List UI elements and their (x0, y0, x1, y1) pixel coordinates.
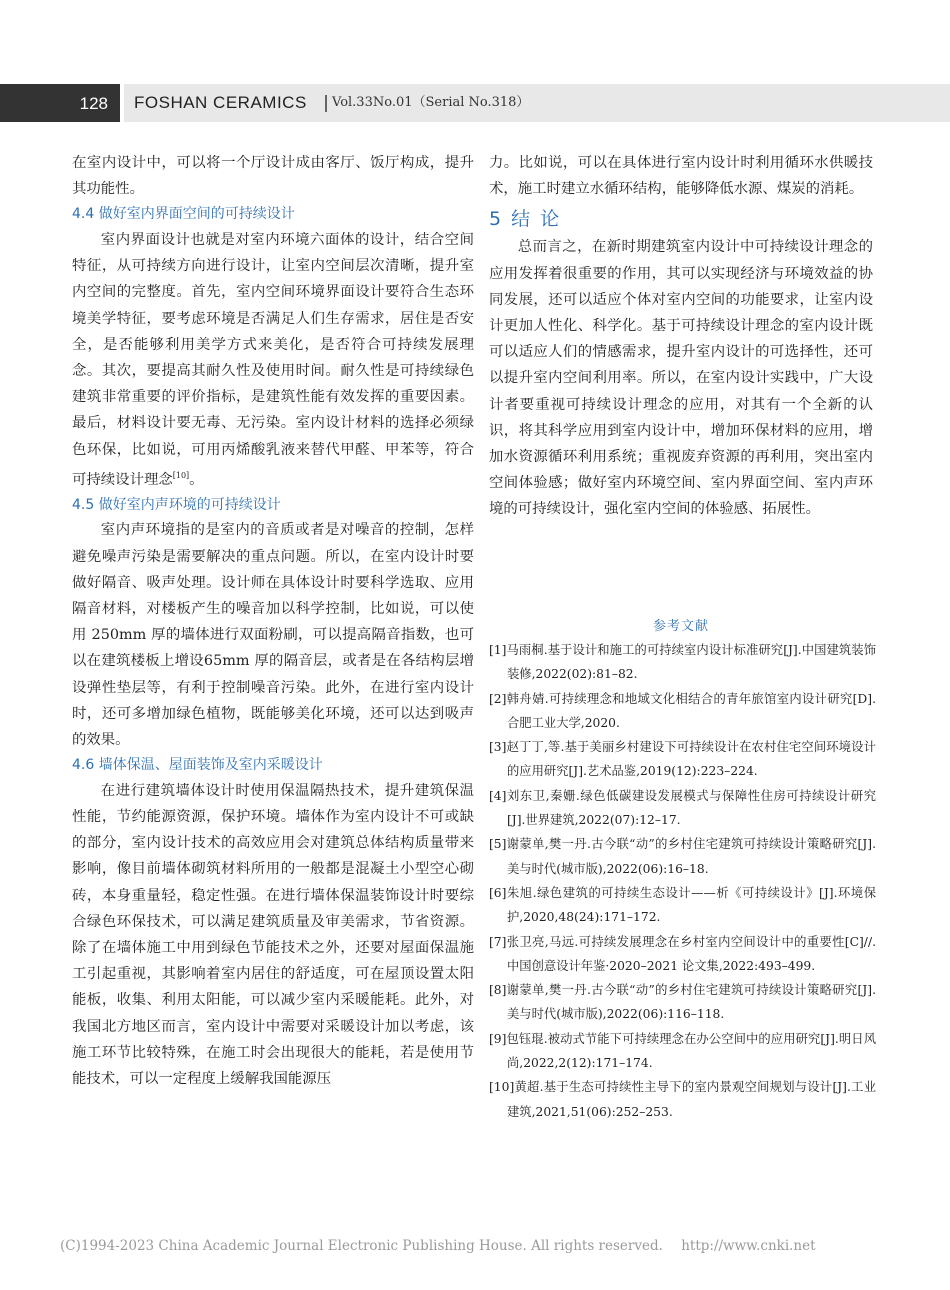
section-4-4-text: 室内界面设计也就是对室内环境六面体的设计，结合空间特征，从可持续方向进行设计，让室内空间层次清晰，提升室内空间的完整度。首先，室内空间环境界面设计要符合生态环境美学特征，要考虑环境是否满足人们生存需求，居住是否安全，是否能够利用美学方式来美化，是否符合可持续发展理念。其次，要提高其耐久性及使用时间。耐久性是可持续绿色建筑非常重要的评价指标，是建筑性能有效发挥的重要因素。最后，材料设计要无毒、无污染。室内设计材料的选择必须绿色环保，比如说，可用丙烯酸乳液来替代甲醛、甲苯等，符合可持续设计理念 (72, 232, 474, 488)
section-5-heading: 5 结 论 (489, 208, 562, 231)
left-column (72, 150, 474, 1092)
reference-item: [6]朱旭.绿色建筑的可持续生态设计——析《可持续设计》[J].环境保护,2020,48(24):171–172. (489, 885, 876, 925)
reference-item: [5]谢蒙单,樊一丹.古今联“动”的乡村住宅建筑可持续设计策略研究[J].美与时代(城市版),2022(06):16–18. (489, 837, 876, 876)
reference-item: [3]赵丁丁,等.基于美丽乡村建设下可持续设计在农村住宅空间环境设计的应用研究[J].艺术品鉴,2019(12):223–224. (489, 740, 876, 779)
section-4-6-heading: 4.6 墙体保温、屋面装饰及室内采暖设计 (72, 757, 323, 774)
page-number: 128 (0, 84, 120, 122)
section-4-6-body: 在进行建筑墙体设计时使用保温隔热技术，提升建筑保温性能，节约能源资源，保护环境。墙体作为室内设计不可或缺的部分，室内设计技术的高效应用会对建筑总体结构质量带来影响，像目前墙体砌筑材料所用的一般都是混凝土小型空心砌砖，本身重量轻，稳定性强。在进行墙体保温装饰设计时要综合绿色环保技术，可以满足建筑质量及审美需求，节省资源。除了在墙体施工中用到绿色节能技术之外，还要对屋面保温施工引起重视，其影响着室内居住的舒适度，可在屋顶设置太阳能板，收集、利用太阳能，可以减少室内采暖能耗。此外，对我国北方地区而言，室内设计中需要对采暖设计加以考虑，该施工环节比较特殊，在施工时会出现很大的能耗，若是使用节能技术，可以一定程度上缓解我国能源压 (72, 782, 474, 1088)
references-list (489, 638, 876, 1124)
section-4-4-body (72, 227, 474, 493)
volume-info: Vol.33No.01（Serial No.318） (332, 95, 530, 110)
header-separator (120, 84, 124, 122)
reference-item: [9]包钰琨.被动式节能下可持续理念在办公空间中的应用研究[J].明日风尚,2022,2(12):171–174. (489, 1031, 876, 1071)
reference-item: [1]马雨桐.基于设计和施工的可持续室内设计标准研究[J].中国建筑装饰装修,2022(02):81–82. (489, 643, 876, 682)
header-divider (325, 95, 327, 112)
references-title: 参考文献 (652, 619, 709, 634)
reference-item: [7]张卫亮,马远.可持续发展理念在乡村室内空间设计中的重要性[C]//.中国创意设计年鉴·2020–2021 论文集,2022:493–499. (489, 934, 876, 973)
reference-item: [8]谢蒙单,樊一丹.古今联“动”的乡村住宅建筑可持续设计策略研究[J].美与时代(城市版),2022(06):116–118. (489, 983, 876, 1022)
section-4-4-heading: 4.4 做好室内界面空间的可持续设计 (72, 206, 295, 223)
footer-link[interactable]: http://www.cnki.net (681, 1238, 816, 1254)
page-footer (60, 1238, 816, 1254)
reference-item: [10]黄超.基于生态可持续性主导下的室内景观空间规划与设计[J].工业建筑,2021,51(06):252–253. (489, 1080, 876, 1119)
continued-paragraph: 力。比如说，可以在具体进行室内设计时利用循环水供暖技术，施工时建立水循环结构，能够降低水源、煤炭的消耗。 (489, 155, 873, 198)
page-header (0, 84, 950, 122)
intro-paragraph: 在室内设计中，可以将一个厅设计成由客厅、饭厅构成，提升其功能性。 (72, 155, 474, 198)
section-4-5-body: 室内声环境指的是室内的音质或者是对噪音的控制，怎样避免噪声污染是需要解决的重点问题。所以，在室内设计时要做好隔音、吸声处理。设计师在具体设计时要科学选取、应用隔音材料，对楼板产生的噪音加以科学控制，比如说，可以使用 250mm 厚的墙体进行双面粉刷，可以提高隔音指数，也可以在建筑楼板上增设65mm 厚的隔音层，或者是在各结构层增设弹性垫层等，有利于控制噪音污染。此外，在进行室内设计时，还可多增加绿色植物，既能够美化环境，还可以达到吸声的效果。 (72, 522, 474, 749)
reference-item: [2]韩舟婧.可持续理念和地域文化相结合的青年旅馆室内设计研究[D].合肥工业大学,2020. (489, 691, 876, 730)
section-4-4-end: 。 (189, 471, 204, 488)
reference-item: [4]刘东卫,秦姗.绿色低碳建设发展模式与保障性住房可持续设计研究[J].世界建筑,2022(07):12–17. (489, 788, 876, 828)
copyright-text: (C)1994-2023 China Academic Journal Electronic Publishing House. All rights reserved. (60, 1238, 663, 1254)
journal-name: FOSHAN CERAMICS (134, 93, 307, 112)
section-4-5-heading: 4.5 做好室内声环境的可持续设计 (72, 496, 281, 513)
section-5-body: 总而言之，在新时期建筑室内设计中可持续设计理念的应用发挥着很重要的作用，其可以实现经济与环境效益的协同发展，还可以适应个体对室内空间的功能要求，让室内设计更加人性化、科学化。基于可持续设计理念的室内设计既可以适应人们的情感需求，提升室内设计的可选择性，还可以提升室内空间利用率。所以，在室内设计实践中，广大设计者要重视可持续设计理念的应用，对其有一个全新的认识，将其科学应用到室内设计中，增加环保材料的应用，增加水资源循环利用系统；重视废弃资源的再利用，突出室内空间体验感；做好室内环境空间、室内界面空间、室内声环境的可持续设计，强化室内空间的体验感、拓展性。 (489, 239, 873, 518)
citation-10[interactable]: [10] (172, 470, 190, 480)
right-column (489, 150, 873, 523)
